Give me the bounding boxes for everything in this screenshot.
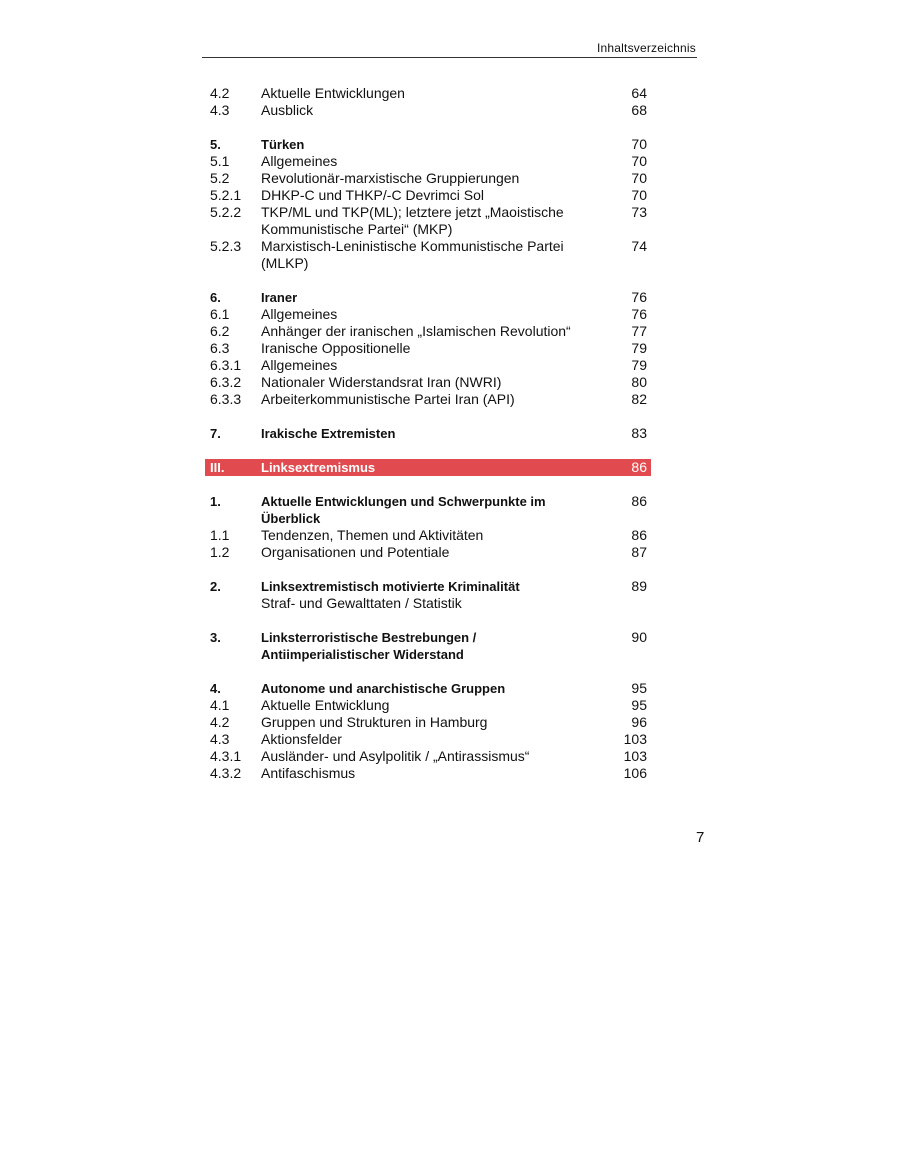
toc-entry-title: Nationaler Widerstandsrat Iran (NWRI) — [261, 374, 502, 390]
toc-entry-number: 7. — [210, 426, 221, 441]
toc-entry-title: Linksextremismus — [261, 460, 376, 475]
toc-entry — [205, 204, 651, 238]
toc-entry-page: 103 — [623, 748, 647, 764]
toc-entry — [205, 187, 651, 204]
toc-entry-page: 90 — [631, 629, 647, 645]
toc-entry-title: Tendenzen, Themen und Aktivitäten — [261, 527, 484, 543]
toc-entry-page: 68 — [631, 102, 647, 118]
toc-entry — [205, 374, 651, 391]
toc-entry-number: 4.3 — [210, 102, 230, 118]
toc-entry-number: 6. — [210, 290, 221, 305]
toc-entry — [205, 493, 651, 527]
toc-entry-number: 5.2.2 — [210, 204, 242, 220]
toc-entry-number: 6.3.3 — [210, 391, 242, 407]
toc-entry — [205, 731, 651, 748]
toc-entry-title: Ausblick — [261, 102, 314, 118]
toc-entry-page: 73 — [631, 204, 647, 220]
toc-entry — [205, 391, 651, 408]
toc-entry-number: 4.3 — [210, 731, 230, 747]
toc-entry-number: 5.2.1 — [210, 187, 242, 203]
toc-entry-title: Gruppen und Strukturen in Hamburg — [261, 714, 488, 730]
toc-entry-title: Anhänger der iranischen „Islamischen Revolution“ — [261, 323, 571, 339]
toc-entry — [205, 289, 651, 306]
toc-entry — [205, 527, 651, 544]
toc-entry — [205, 170, 651, 187]
toc-entry-title: Organisationen und Potentiale — [261, 544, 450, 560]
toc-entry-title: Iraner — [261, 290, 298, 305]
toc-entry-number: 3. — [210, 630, 221, 645]
toc-entry-number: 4.2 — [210, 714, 230, 730]
toc-entry — [205, 357, 651, 374]
toc-entry-page: 89 — [631, 578, 647, 594]
toc-entry-page: 70 — [631, 170, 647, 186]
toc-entry-page: 76 — [631, 289, 647, 305]
toc-entry — [205, 85, 651, 102]
toc-entry — [205, 544, 651, 561]
toc-entry-number: 6.3.1 — [210, 357, 242, 373]
toc-entry-title: Allgemeines — [261, 306, 338, 322]
toc-entry-title: Autonome und anarchistische Gruppen — [261, 681, 506, 696]
toc-entry-title: Allgemeines — [261, 357, 338, 373]
toc-entry-page: 79 — [631, 340, 647, 356]
toc-entry-number: 5.2.3 — [210, 238, 242, 254]
toc-entry-page: 86 — [631, 493, 647, 509]
toc-entry-subtitle: Straf- und Gewalttaten / Statistik — [261, 595, 462, 611]
toc-entry-number: 6.3.2 — [210, 374, 242, 390]
toc-entry-number: 2. — [210, 579, 221, 594]
toc-entry-title: Linksextremistisch motivierte Kriminalität — [261, 579, 520, 594]
toc-entry-number: 5. — [210, 137, 221, 152]
toc-entry-page: 70 — [631, 187, 647, 203]
toc-entry-page: 74 — [631, 238, 647, 254]
toc-entry — [205, 238, 651, 272]
toc-entry — [205, 323, 651, 340]
toc-entry-page: 95 — [631, 697, 647, 713]
toc-entry-page: 87 — [631, 544, 647, 560]
toc-entry-title: Antifaschismus — [261, 765, 356, 781]
toc-entry — [205, 340, 651, 357]
toc-entry-title: Aktuelle Entwicklungen und Schwerpunkte im Überblick — [261, 494, 546, 526]
toc-entry-title: Irakische Extremisten — [261, 426, 396, 441]
toc-entry-title: Türken — [261, 137, 305, 152]
toc-entry-page: 70 — [631, 153, 647, 169]
toc-entry-title: Arbeiterkommunistische Partei Iran (API) — [261, 391, 515, 407]
toc-entry-page: 80 — [631, 374, 647, 390]
toc-entry-page: 76 — [631, 306, 647, 322]
toc-entry-title: Ausländer- und Asylpolitik / „Antirassismus“ — [261, 748, 530, 764]
toc-entry — [205, 425, 651, 442]
toc-entry-number: 1.2 — [210, 544, 230, 560]
toc-entry-number: 5.2 — [210, 170, 230, 186]
toc-entry — [205, 697, 651, 714]
toc-entry — [205, 306, 651, 323]
header-rule — [202, 57, 697, 58]
toc-entry-title: Aktuelle Entwicklung — [261, 697, 390, 713]
toc-entry — [205, 153, 651, 170]
toc-entry-title: Allgemeines — [261, 153, 338, 169]
toc-entry-title: Aktionsfelder — [261, 731, 342, 747]
toc-entry-number: 1. — [210, 494, 221, 509]
toc-entry-number: 6.3 — [210, 340, 230, 356]
toc-entry-number: 4.3.2 — [210, 765, 242, 781]
toc-entry-number: 4.2 — [210, 85, 230, 101]
toc-entry-number: 6.1 — [210, 306, 230, 322]
toc-entry-number: 4.3.1 — [210, 748, 242, 764]
toc-entry — [205, 714, 651, 731]
toc-entry-title: Revolutionär-marxistische Gruppierungen — [261, 170, 520, 186]
toc-entry-title: Aktuelle Entwicklungen — [261, 85, 405, 101]
toc-entry-page: 79 — [631, 357, 647, 373]
toc-entry-number: 4. — [210, 681, 221, 696]
toc-entry-title: Linksterroristische Bestrebungen / Antiimperialistischer Widerstand — [261, 630, 477, 662]
toc-entry-page: 83 — [631, 425, 647, 441]
toc-entry-number: III. — [210, 460, 225, 475]
toc-entry-number: 1.1 — [210, 527, 230, 543]
toc-entry-title: DHKP-C und THKP/-C Devrimci Sol — [261, 187, 485, 203]
toc-entry-page: 70 — [631, 136, 647, 152]
toc-entry-page: 96 — [631, 714, 647, 730]
toc-entry-page: 106 — [623, 765, 647, 781]
toc-entry-number: 4.1 — [210, 697, 230, 713]
toc-entry-number: 6.2 — [210, 323, 230, 339]
toc-entry-title: Marxistisch-Leninistische Kommunistische Partei (MLKP) — [261, 238, 564, 271]
toc-entry — [205, 765, 651, 782]
toc-entry-page: 95 — [631, 680, 647, 696]
toc-entry — [205, 102, 651, 119]
toc-entry-title: TKP/ML und TKP(ML); letztere jetzt „Maoistische Kommunistische Partei“ (MKP) — [261, 204, 564, 237]
toc-entry — [205, 578, 651, 612]
toc-entry — [205, 748, 651, 765]
toc-entry — [205, 680, 651, 697]
toc-entry — [205, 629, 651, 663]
toc-section-heading — [205, 459, 651, 476]
running-header: Inhaltsverzeichnis — [597, 41, 696, 55]
toc-entry-page: 82 — [631, 391, 647, 407]
table-of-contents — [205, 85, 651, 782]
toc-entry-page: 86 — [631, 459, 647, 475]
toc-entry-page: 77 — [631, 323, 647, 339]
toc-entry — [205, 136, 651, 153]
toc-entry-page: 86 — [631, 527, 647, 543]
toc-entry-number: 5.1 — [210, 153, 230, 169]
toc-entry-title: Iranische Oppositionelle — [261, 340, 411, 356]
toc-entry-page: 64 — [631, 85, 647, 101]
page-number: 7 — [696, 829, 705, 846]
toc-entry-page: 103 — [623, 731, 647, 747]
